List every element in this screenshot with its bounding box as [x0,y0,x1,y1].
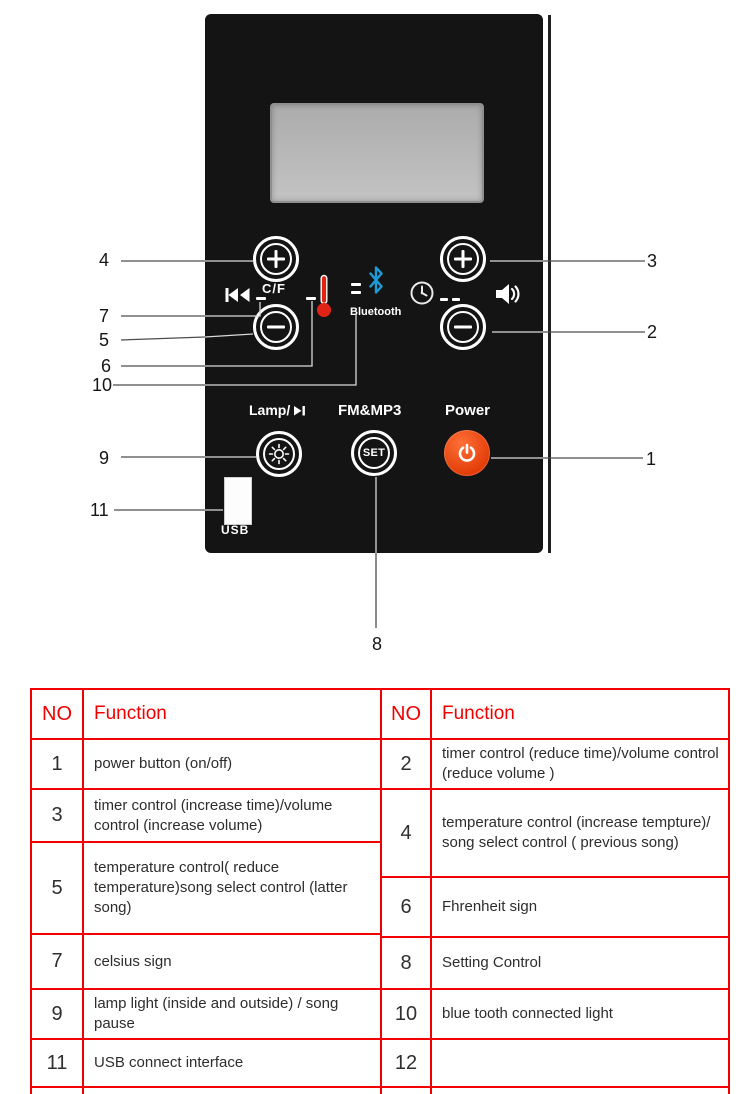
row-no: 8 [382,938,432,988]
row-function: Setting Control [432,938,730,988]
power-label: Power [445,402,491,419]
table-row [32,1040,382,1088]
row-no [32,1088,84,1094]
function-table [30,688,730,1094]
table-header-function: Function [84,690,382,738]
row-function: timer control (reduce time)/volume control (reduce volume ) [432,740,730,788]
table-row [382,790,730,878]
callout-8: 8 [372,634,383,654]
row-no: 10 [382,990,432,1038]
table-left [32,690,382,1094]
callout-5: 5 [99,330,110,350]
row-function: temperature control( reduce temperature)song select control (latter song) [84,843,382,933]
celsius-fahrenheit-label: C/F [262,281,286,296]
set-button-label: SET [362,447,386,459]
row-function: celsius sign [84,935,382,988]
row-no: 5 [32,843,84,933]
row-no: 9 [32,990,84,1038]
bluetooth-label: Bluetooth [350,306,402,318]
row-function: timer control (increase time)/volume control (increase volume) [84,790,382,841]
table-row [32,990,382,1040]
row-function: blue tooth connected light [432,990,730,1038]
table-row [32,843,382,935]
row-no: 1 [32,740,84,788]
table-row [32,790,382,843]
row-function: temperature control (increase tempture)/ song select control ( previous song) [432,790,730,876]
table-row-partial [382,1088,730,1094]
callout-3: 3 [647,251,658,271]
table-row-partial [32,1088,382,1094]
row-no [382,1088,432,1094]
callout-10: 10 [92,375,113,395]
table-header-no: NO [382,690,432,738]
callout-9: 9 [99,448,110,468]
table-right [382,690,730,1094]
table-row [382,990,730,1040]
row-no: 2 [382,740,432,788]
lamp-label-text: Lamp/ [249,402,291,418]
row-function [432,1088,730,1094]
row-function: lamp light (inside and outside) / song pause [84,990,382,1038]
callout-7: 7 [99,306,110,326]
callout-4: 4 [99,250,110,270]
callout-6: 6 [101,356,112,376]
table-row [382,938,730,990]
row-no: 6 [382,878,432,936]
row-function: power button (on/off) [84,740,382,788]
fm-mp3-label: FM&MP3 [338,402,402,419]
table-row [382,878,730,938]
row-no: 7 [32,935,84,988]
usb-label: USB [221,523,250,537]
row-function: USB connect interface [84,1040,382,1086]
callout-11: 11 [90,500,109,520]
row-no: 4 [382,790,432,876]
row-function [84,1088,382,1094]
row-no: 3 [32,790,84,841]
row-no: 12 [382,1040,432,1086]
table-header-function: Function [432,690,730,738]
row-function [432,1040,730,1086]
callout-2: 2 [647,322,658,342]
table-row [32,740,382,790]
table-header-no: NO [32,690,84,738]
table-row [32,935,382,990]
callout-1: 1 [646,449,657,469]
table-row [382,740,730,790]
table-row [382,1040,730,1088]
row-no: 11 [32,1040,84,1086]
row-function: Fhrenheit sign [432,878,730,936]
